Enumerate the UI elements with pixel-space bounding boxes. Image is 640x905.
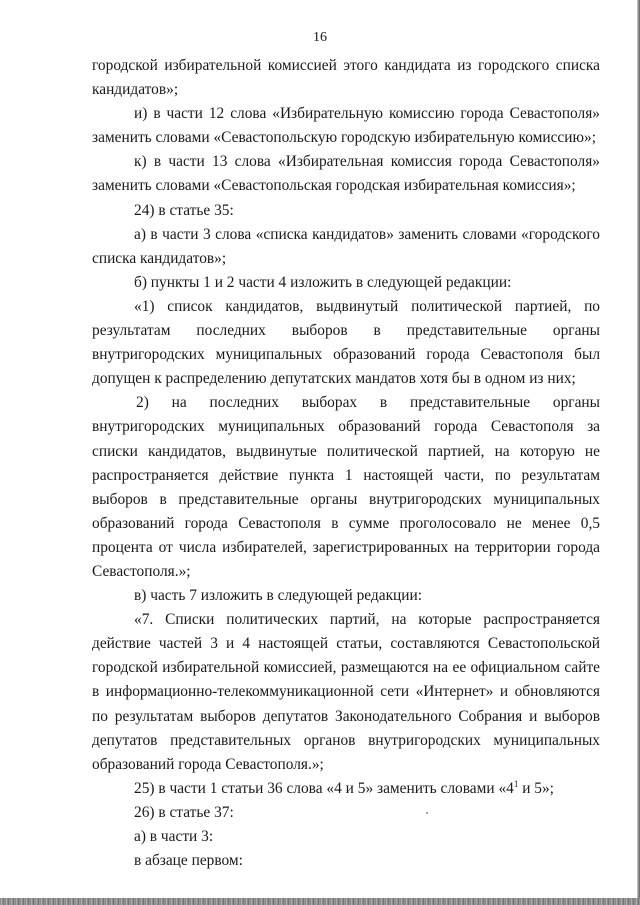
- paragraph-item-24: 24) в статье 35:: [134, 201, 234, 219]
- paragraph-item-26a: а) в части 3:: [134, 828, 214, 845]
- paragraph-quote-part-7: «7. Списки политических партий, на которые распространяется действие частей 3 и 4 настоящей статьи, составляются Севастопольской городской избирательной комиссией, размещаются на ее официальном сайте в информационно-телекоммуникационной сети «Интернет» и обновляются по результатам выборов депутатов Законодательного Собрания и выборов депутатов представительных органов внутригородских муниципальных образований города Севастополя.»;: [92, 611, 600, 773]
- superscript: 1: [513, 778, 519, 789]
- paragraph-item-26: 26) в статье 37:: [134, 803, 234, 821]
- paragraph-item-24b: б) пункты 1 и 2 части 4 изложить в следующей редакции:: [134, 273, 512, 291]
- paragraph-item-24v: в) часть 7 изложить в следующей редакции:: [134, 587, 423, 605]
- document-body: [92, 54, 600, 873]
- paragraph-item-24a: а) в части 3 слова «списка кандидатов» заменить словами «городского списка кандидатов»;: [92, 225, 600, 267]
- item-25-text: 25) в части 1 статьи 36 слова «4 и 5» заменить словами «4: [134, 779, 514, 797]
- paragraph-quote-point-2: 2) на последних выборах в представительные органы внутригородских муниципальных образований города Севастополя за списки кандидатов, выдвинутые политической партией, на которую не распространяется действие пункта 1 настоящей части, по результатам выборов в представительные органы внутригородских муниципальных образований города Севастополя в сумме проголосовало не менее 0,5 процента от числа избирателей, зарегистрированных на территории города Севастополя.»;: [92, 394, 600, 580]
- item-25-text-end: и 5»;: [518, 779, 554, 797]
- scan-speck: [426, 812, 428, 814]
- paragraph-item-25: [92, 777, 600, 801]
- paragraph-continuation: городской избирательной комиссией этого кандидата из городского списка кандидатов»;: [92, 57, 600, 99]
- paragraph-quote-point-1: «1) список кандидатов, выдвинутый политической партией, по результатам последних выборов в представительные органы внутригородских муниципальных образований города Севастополя был допущен к распределению депутатских мандатов хотя бы в одном из них;: [92, 297, 600, 388]
- page-number: 16: [313, 30, 327, 45]
- scan-edge-bottom: [0, 898, 640, 905]
- paragraph-item-i: и) в части 12 слова «Избирательную комиссию города Севастополя» заменить словами «Севастопольскую городскую избирательную комиссию»;: [92, 105, 600, 147]
- paragraph-item-k: к) в части 13 слова «Избирательная комиссия города Севастополя» заменить словами «Севастопольская городская избирательная комиссия»;: [92, 153, 600, 195]
- paragraph-abzac: в абзаце первом:: [134, 852, 243, 870]
